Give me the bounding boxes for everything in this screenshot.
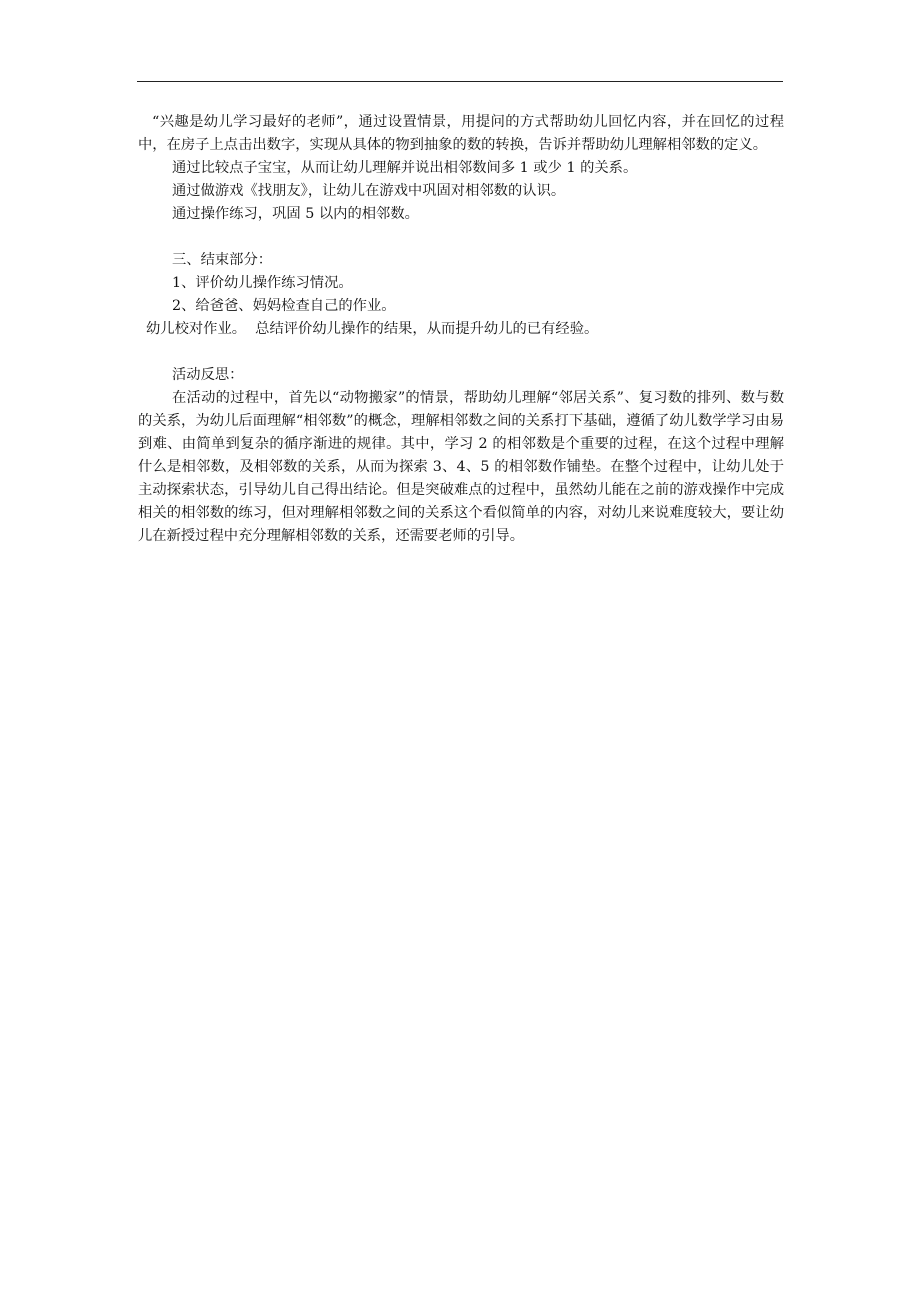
process-line-1: 通过比较点子宝宝，从而让幼儿理解并说出相邻数间多 1 或少 1 的关系。 [172,160,638,176]
header-rule [137,81,783,82]
process-line-2: 通过做游戏《找朋友》，让幼儿在游戏中巩固对相邻数的认识。 [172,183,566,199]
process-line-3: 通过操作练习，巩固 5 以内的相邻数。 [172,206,419,222]
reflection-heading: 活动反思： [172,367,244,383]
spacer [138,341,784,364]
ending-note: 幼儿校对作业。 总结评价幼儿操作的结果，从而提升幼儿的已有经验。 [146,321,599,337]
reflection-body: 在活动的过程中，首先以“动物搬家”的情景，帮助幼儿理解“邻居关系”、复习数的排列、数与数的关系，为幼儿后面理解“相邻数”的概念，理解相邻数之间的关系打下基础，遵循了幼儿数学学习由易到难、由简单到复杂的循序渐进的规律。其中，学习 2 的相邻数是个重要的过程，在这个过程中理解什么是相邻数，及相邻数的关系，从而为探索 3、4、5 的相邻数作铺垫。在整个过程中，让幼儿处于主动探索状态，引导幼儿自己得出结论。但是突破难点的过程中，虽然幼儿能在之前的游戏操作中完成相关的相邻数的练习，但对理解相邻数之间的关系这个看似简单的内容，对幼儿来说难度较大，要让幼儿在新授过程中充分理解相邻数的关系，还需要老师的引导。 [138,390,784,544]
intro-paragraph: “兴趣是幼儿学习最好的老师”，通过设置情景，用提问的方式帮助幼儿回忆内容，并在回忆的过程中，在房子上点击出数字，实现从具体的物到抽象的数的转换，告诉并帮助幼儿理解相邻数的定义。 [138,114,784,153]
document-body [138,111,784,548]
ending-item-2: 2、给爸爸、妈妈检查自己的作业。 [172,298,396,314]
ending-item-1: 1、评价幼儿操作练习情况。 [172,275,353,291]
ending-heading: 三、结束部分： [172,252,273,268]
spacer [138,226,784,249]
